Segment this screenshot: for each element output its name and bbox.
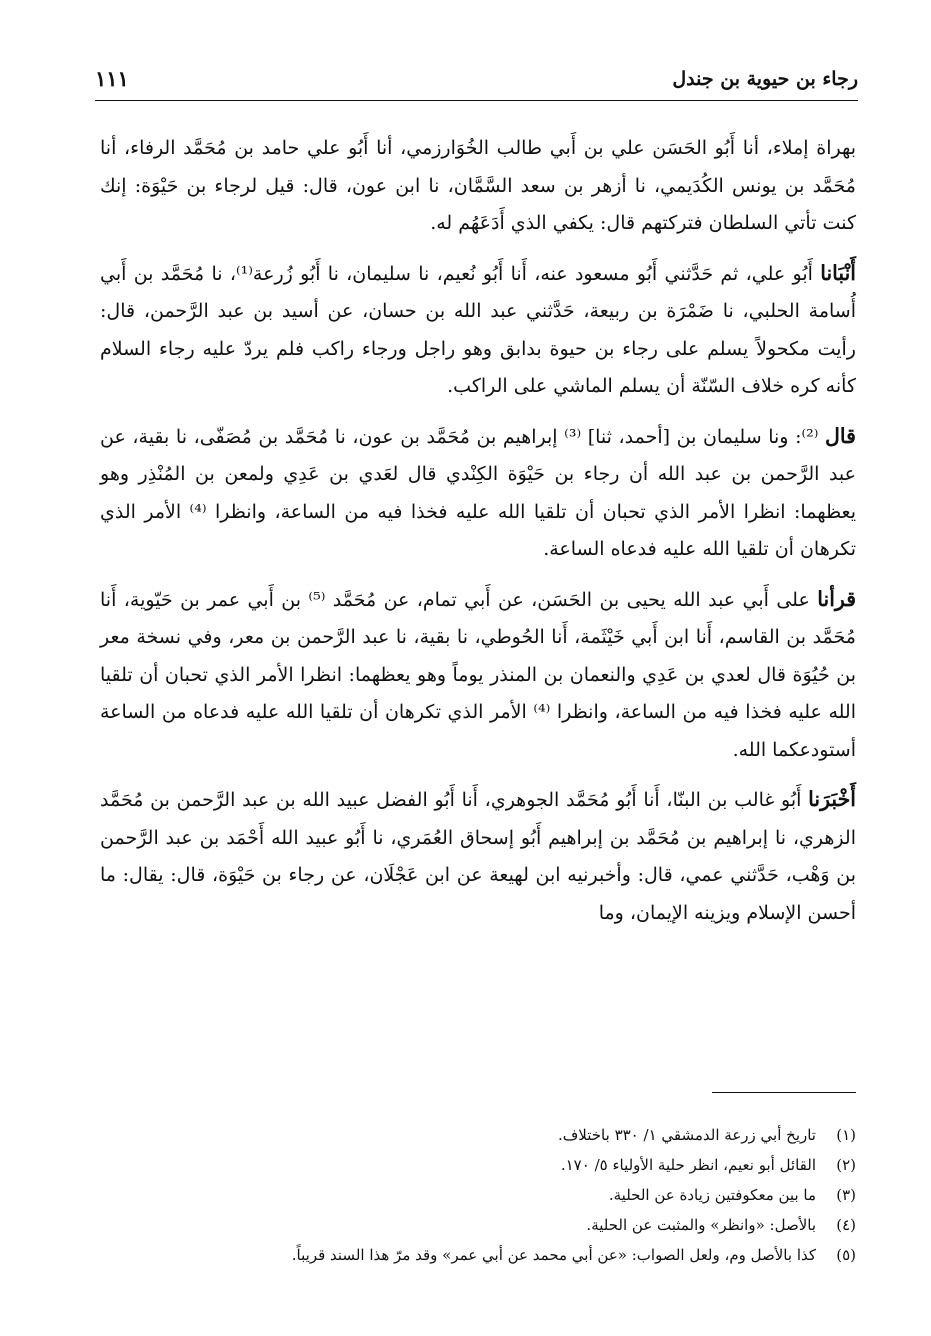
paragraph-lead-word: قال [825,423,856,448]
paragraph-text: ⁽²⁾: ونا سليمان بن [أحمد، ثنا] ⁽³⁾ إبراهيم بن مُحَمَّد بن عون، نا مُحَمَّد بن مُصَفّى، نا بقية، عن عبد الرَّحمن بن عبد الله أن رجاء بن حَيْوَة الكِنْدي قال لعَدي بن عَدِي ولمعن بن المُنْذِر وهو يعظهما: انظرا الأمر الذي تحبان أن تلقيا الله عليه فخذا فيه من الساعة، وانظرا ⁽⁴⁾ الأمر الذي تكرهان أن تلقيا الله عليه فدعاه الساعة. [100,425,856,560]
footnote-number: (٥) [836,1246,856,1264]
footnote-divider [712,1092,856,1093]
footnote [100,1240,856,1270]
footnote [100,1180,856,1210]
paragraph-lead-word: أَخْبَرَنا [808,787,856,811]
footnote-text: ما بين معكوفتين زيادة عن الحلية. [608,1186,816,1204]
paragraph [100,130,856,243]
paragraph [100,581,856,770]
footnote-number: (٣) [836,1186,856,1204]
paragraph-text: أَبُو علي، ثم حَدَّثني أَبُو مسعود عنه، أَنا أَبُو نُعيم، نا سليمان، نا أَبُو زُرعة⁽¹⁾، نا مُحَمَّد بن أَبي أُسامة الحلبي، نا ضَمْرَة بن ربيعة، حَدَّثني عبد الله بن حسان، عن أسيد بن عبد الرَّحمن، قال: رأيت مكحولاً يسلم على رجاء بن حيوة بدابق وهو راجل ورجاء راكب فلم يردّ عليه رجاء السلام كأنه كره خلاف السّنّة أن يسلم الماشي على الراكب. [100,262,856,397]
footnote-text: تاريخ أبي زرعة الدمشقي ١/ ٣٣٠ باختلاف. [557,1126,816,1144]
footnote [100,1150,856,1180]
paragraph-lead-word: أَنْبَانا [820,260,857,285]
paragraph [100,255,856,406]
page-header [95,62,858,96]
running-title: رجاء بن حيوية بن جندل [672,68,858,90]
paragraph-text: أَبُو غالب بن البنّا، أَنا أَبُو مُحَمَّد الجوهري، أَنا أَبُو الفضل عبيد الله بن عبد الرَّحمن بن مُحَمَّد الزهري، نا إبراهيم بن مُحَمَّد بن إبراهيم أَبُو إسحاق العُمَري، نا أَبُو عبيد الله أَحْمَد بن عبد الرَّحمن بن وَهْب، حَدَّثني عمي، قال: وأخبرنيه ابن لهيعة عن ابن عَجْلَان، عن رجاء بن حَيْوَة، قال: يقال: ما أحسن الإسلام ويزينه الإيمان، وما [100,789,856,924]
footnote [100,1210,856,1240]
paragraph [100,781,856,932]
main-text [100,130,856,944]
page-number: ١١١ [95,66,129,91]
paragraph-lead-word: قرأنا [817,586,857,611]
footnote-text: القائل أبو نعيم، انظر حلية الأولياء ٥/ ١٧٠. [560,1156,816,1174]
paragraph-text: بهراة إملاء، أنا أَبُو الحَسَن علي بن أَبي طالب الخُوَارزمي، أنا أَبُو علي حامد بن مُحَمَّد الرفاء، أنا مُحَمَّد بن يونس الكُدَيمي، نا أزهر بن سعد السَّمَّان، نا ابن عون، قال: قيل لرجاء بن حَيْوَة: إنك كنت تأتي السلطان فتركتهم قال: يكفي الذي أَدَعَهُم له. [100,137,856,234]
footnote [100,1120,856,1150]
paragraph [100,418,856,569]
header-divider [95,100,858,101]
footnote-number: (٤) [836,1216,856,1234]
footnote-number: (١) [836,1126,856,1144]
paragraph-text: على أَبي عبد الله يحيى بن الحَسَن، عن أَبي تمام، عن مُحَمَّد ⁽⁵⁾ بن أَبي عمر بن حَيّوية، أَنا مُحَمَّد بن القاسم، أَنا ابن أَبي خَيْثَمة، أَنا الحُوطي، نا بقية، نا عبد الرَّحمن بن معر، وفي نسخة معر بن حُيُوَة قال لعدي بن عَدِي والنعمان بن المنذر يوماً وهو يعظهما: انظرا الأمر الذي تحبان أن تلقيا الله عليه فخذا فيه من الساعة، وانظرا ⁽⁴⁾ الأمر الذي تكرهان أن تلقيا الله عليه فدعاه من الساعة أستودعكما الله. [100,588,856,761]
footnotes [100,1120,856,1270]
footnote-text: بالأصل: «وانظر» والمثبت عن الحلية. [586,1216,816,1234]
footnote-text: كذا بالأصل وم، ولعل الصواب: «عن أبي محمد عن أبي عمر» وقد مرّ هذا السند قريباً. [291,1246,816,1264]
footnote-number: (٢) [836,1156,856,1174]
